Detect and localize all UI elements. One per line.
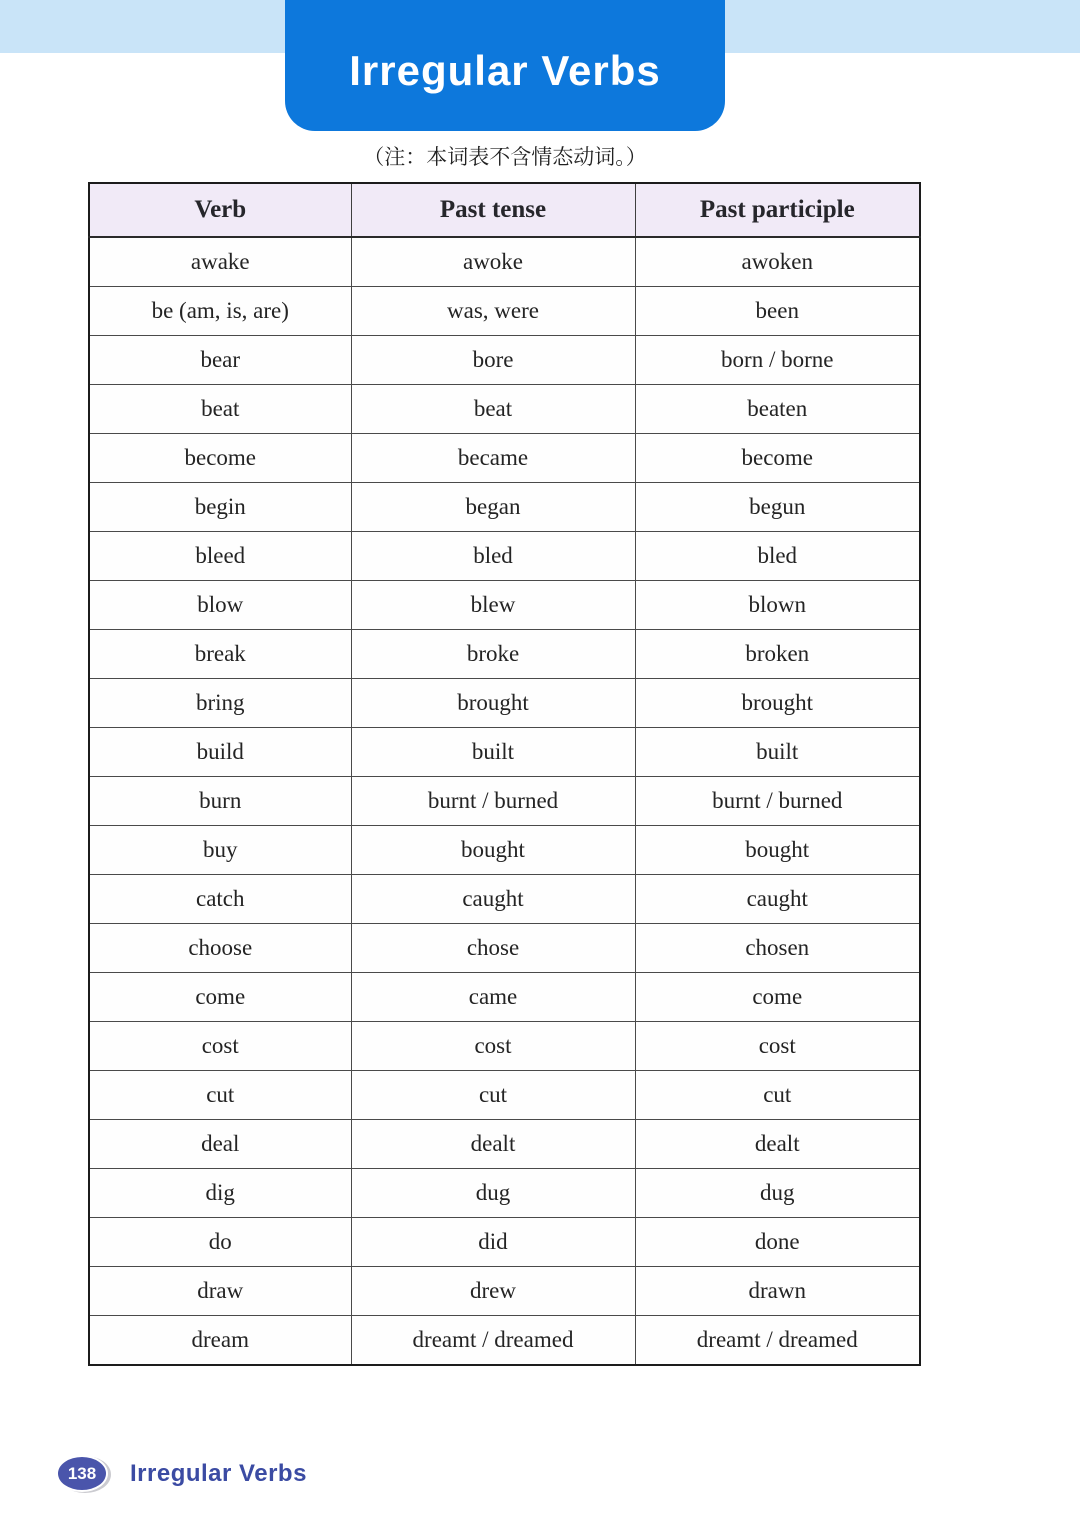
table-cell: built	[351, 728, 635, 777]
table-cell: chosen	[635, 924, 920, 973]
table-row	[89, 237, 920, 287]
verb-table-body	[89, 237, 920, 1365]
table-cell: do	[89, 1218, 351, 1267]
table-row	[89, 1169, 920, 1218]
table-cell: draw	[89, 1267, 351, 1316]
table-cell: come	[89, 973, 351, 1022]
table-cell: deal	[89, 1120, 351, 1169]
table-row	[89, 336, 920, 385]
column-header-past-participle: Past participle	[635, 183, 920, 237]
table-cell: dreamt / dreamed	[635, 1316, 920, 1366]
table-cell: dealt	[351, 1120, 635, 1169]
column-header-past-tense: Past tense	[351, 183, 635, 237]
table-cell: choose	[89, 924, 351, 973]
table-row	[89, 1218, 920, 1267]
page-footer	[56, 1455, 307, 1492]
page-title: Irregular Verbs	[349, 46, 661, 94]
table-cell: dig	[89, 1169, 351, 1218]
table-cell: dug	[351, 1169, 635, 1218]
table-row	[89, 777, 920, 826]
table-cell: blow	[89, 581, 351, 630]
table-row	[89, 630, 920, 679]
table-row	[89, 826, 920, 875]
table-cell: came	[351, 973, 635, 1022]
verb-table	[88, 182, 921, 1366]
table-row	[89, 434, 920, 483]
table-cell: caught	[351, 875, 635, 924]
title-banner	[285, 0, 725, 131]
table-cell: bled	[351, 532, 635, 581]
table-row	[89, 581, 920, 630]
table-cell: begin	[89, 483, 351, 532]
table-row	[89, 532, 920, 581]
table-cell: broke	[351, 630, 635, 679]
footer-section-label: Irregular Verbs	[130, 1459, 307, 1487]
table-row	[89, 1316, 920, 1366]
table-cell: cost	[89, 1022, 351, 1071]
table-cell: did	[351, 1218, 635, 1267]
table-cell: bled	[635, 532, 920, 581]
table-cell: build	[89, 728, 351, 777]
page-number-badge: 138	[56, 1455, 108, 1492]
table-cell: dreamt / dreamed	[351, 1316, 635, 1366]
table-cell: come	[635, 973, 920, 1022]
table-cell: began	[351, 483, 635, 532]
table-cell: burn	[89, 777, 351, 826]
table-cell: cost	[635, 1022, 920, 1071]
table-row	[89, 1267, 920, 1316]
table-cell: burnt / burned	[351, 777, 635, 826]
table-cell: awake	[89, 237, 351, 287]
table-cell: chose	[351, 924, 635, 973]
table-cell: begun	[635, 483, 920, 532]
table-cell: blew	[351, 581, 635, 630]
table-row	[89, 728, 920, 777]
table-cell: dealt	[635, 1120, 920, 1169]
table-row	[89, 875, 920, 924]
table-row	[89, 385, 920, 434]
table-cell: cut	[351, 1071, 635, 1120]
table-cell: become	[89, 434, 351, 483]
table-cell: catch	[89, 875, 351, 924]
table-cell: beaten	[635, 385, 920, 434]
table-row	[89, 1071, 920, 1120]
table-row	[89, 1120, 920, 1169]
table-cell: beat	[89, 385, 351, 434]
table-cell: bought	[635, 826, 920, 875]
table-cell: built	[635, 728, 920, 777]
table-cell: bought	[351, 826, 635, 875]
table-cell: buy	[89, 826, 351, 875]
table-cell: brought	[635, 679, 920, 728]
table-row	[89, 679, 920, 728]
table-cell: drew	[351, 1267, 635, 1316]
table-cell: awoken	[635, 237, 920, 287]
table-cell: was, were	[351, 287, 635, 336]
table-cell: cut	[635, 1071, 920, 1120]
table-row	[89, 924, 920, 973]
table-cell: be (am, is, are)	[89, 287, 351, 336]
table-cell: broken	[635, 630, 920, 679]
table-cell: cost	[351, 1022, 635, 1071]
table-cell: dug	[635, 1169, 920, 1218]
table-header-row	[89, 183, 920, 237]
table-cell: brought	[351, 679, 635, 728]
table-cell: bore	[351, 336, 635, 385]
table-cell: been	[635, 287, 920, 336]
table-cell: dream	[89, 1316, 351, 1366]
table-cell: become	[635, 434, 920, 483]
table-cell: burnt / burned	[635, 777, 920, 826]
table-cell: bring	[89, 679, 351, 728]
table-cell: cut	[89, 1071, 351, 1120]
table-cell: caught	[635, 875, 920, 924]
column-header-verb: Verb	[89, 183, 351, 237]
table-cell: beat	[351, 385, 635, 434]
note-text: （注：本词表不含情态动词。）	[363, 145, 647, 169]
table-cell: drawn	[635, 1267, 920, 1316]
table-cell: awoke	[351, 237, 635, 287]
table-cell: blown	[635, 581, 920, 630]
table-cell: done	[635, 1218, 920, 1267]
table-cell: became	[351, 434, 635, 483]
table-row	[89, 483, 920, 532]
table-row	[89, 973, 920, 1022]
table-row	[89, 287, 920, 336]
table-row	[89, 1022, 920, 1071]
table-cell: bear	[89, 336, 351, 385]
verb-table-container	[88, 182, 919, 1366]
table-cell: born / borne	[635, 336, 920, 385]
table-cell: bleed	[89, 532, 351, 581]
table-cell: break	[89, 630, 351, 679]
